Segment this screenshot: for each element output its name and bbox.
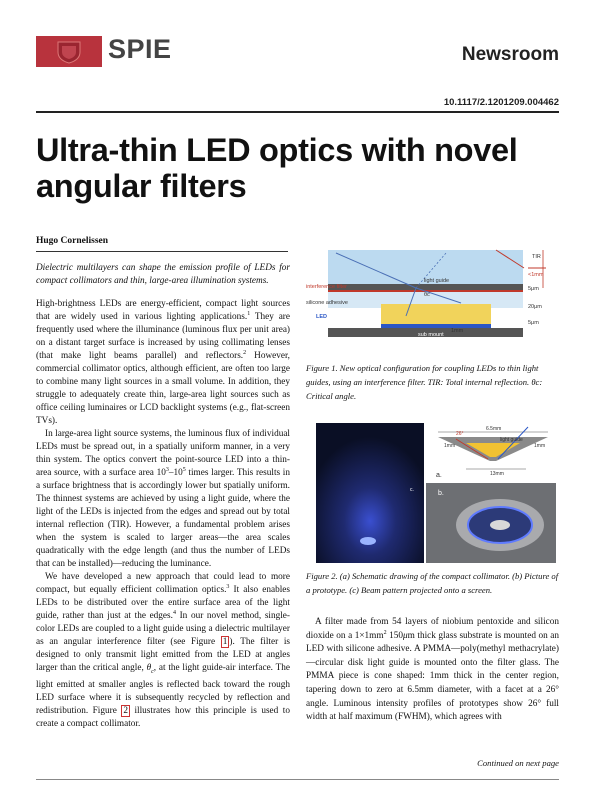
figure-1-caption: Figure 1. New optical configuration for coupling LEDs to thin light guides, using an interference filter. TIR: Total internal reflection. θc: Critical angle. xyxy=(306,363,543,401)
fig2-dim-bottom: 13mm xyxy=(490,471,504,477)
spie-logo-mark xyxy=(36,36,102,67)
fig2-dim-left: 1mm xyxy=(444,443,456,449)
paragraph-2: In large-area light source systems, the luminous flux of individual LEDs must be spread out, in a spatially uniform manner, in a very thin system. The optics convert the point-source LED into a thin-area source, with a surface area $10^3-10^5$ times larger. This results in a surface brightness that is accordingly lower but spatially uniform. The thinnest systems are achieved by using a light guide, where the light of the LEDs is injected from the edges and spread out by total internal reflection (TIR). However, a fundamental problem arises when the system is scaled to larger areas—the area scales quadratically with the edge length (and thus the number of LEDs that can be installed)—reducing the luminance. xyxy=(36,429,290,570)
shield-icon xyxy=(36,36,102,67)
article-title: Ultra-thin LED optics with novel angular filters xyxy=(36,132,518,204)
section-title: Newsroom xyxy=(461,44,559,65)
author-name: Hugo Cornelissen xyxy=(36,236,109,246)
fig2-a-label: a. xyxy=(436,472,442,479)
paragraph-4: A filter made from 54 layers of niobium pentoxide and silicon dioxide on a $1\times 1mm^2$ 150μm thick glass substrate is mounted on an LED with silicone adhesive. A PMMA—poly(methyl methacrylate)—circular disk light guide is mounted onto the filter glass. The PMMA piece is cone shaped: 1mm thick in the center region, tapering down to zero at 6.5mm diameter, with a facet at a 26° angle. Luminous intensity profiles of prototypes show 26° full width at half maximum (FWHM), which agrees with xyxy=(306,617,560,723)
header-rule xyxy=(36,111,559,113)
fig2-c-label: c. xyxy=(410,487,414,493)
figure-1 xyxy=(306,248,559,358)
author-rule xyxy=(36,251,288,252)
left-column xyxy=(36,262,290,731)
fig1-dim-1mm: 1mm xyxy=(451,328,464,334)
paragraph-1: High-brightness LEDs are energy-efficient, compact light sources that are widely used in various lighting applications.$^1$ They are frequently used where the illuminance (luminous flux per unit area) on a distant target surface is increased by using collimating lenses (that make light beams parallel) and reflectors.$^2$ However, commercial collimator optics, although efficient, are often too large to combine many light sources in a small volume. In addition, they struggle to adequately create thin, large-area light sources such as office ceiling luminaires or LCD backlight systems (e.g., flat-screen TVs). xyxy=(36,299,290,427)
fig2-light-guide: light guide xyxy=(500,437,523,443)
right-column-text xyxy=(306,616,559,725)
footer-rule xyxy=(36,779,559,780)
fig1-dist-label: <1mm xyxy=(528,272,544,278)
fig1-dim-5b: 5μm xyxy=(528,320,539,326)
fig1-tir-label: TIR xyxy=(532,254,541,260)
fig2-angle: 26° xyxy=(456,431,464,437)
fig1-dim-20: 20μm xyxy=(528,304,542,310)
fig1-led-label: LED xyxy=(316,314,327,320)
figure-2-caption: Figure 2. (a) Schematic drawing of the compact collimator. (b) Picture of a prototype. (c) Beam pattern projected onto a screen. xyxy=(306,571,559,595)
fig2-dim-top: 6.5mm xyxy=(486,426,502,432)
figure-2 xyxy=(316,423,556,563)
spie-logo-text: SPIE xyxy=(108,34,172,64)
paragraph-3: We have developed a new approach that could lead to more compact, but equally efficient collimation optics.$^3$ It also enables LEDs to be distributed over the entire surface area of the light guide, rather than just at the edges.$^4$ In our novel method, single-color LEDs are coupled to a light guide using a dielectric multilayer as an angular interference filter (see Figure 1 ). The filter is designed to only transmit light emitted from the LED at angles larger than the critical angle, $\theta_c$, at the light guide-air interface. The light emitted at smaller angles is reflected back toward the rough LED surface where it is subsequently recycled by reflection and redistribution. Figure 2 illustrates how this principle is used to create a compact collimator. xyxy=(36,572,291,730)
fig1-silicone-label: silicone adhesive xyxy=(306,300,348,306)
fig2-dim-right: 1mm xyxy=(534,443,546,449)
fig1-dim-5a: 5μm xyxy=(528,286,539,292)
fig2-b-label: b. xyxy=(438,490,444,497)
fig1-light-guide-label: light guide xyxy=(424,278,450,284)
continued-note: Continued on next page xyxy=(477,758,559,768)
doi[interactable]: 10.1117/2.1201209.004462 xyxy=(443,97,559,108)
fig1-filter-label: interference filter xyxy=(306,284,347,290)
fig1-submount-label: sub mount xyxy=(418,332,444,338)
fig1-theta-label: θc xyxy=(424,292,430,298)
abstract: Dielectric multilayers can shape the emission profile of LEDs for compact collimators and thin, large-area illumination systems. xyxy=(36,263,290,287)
